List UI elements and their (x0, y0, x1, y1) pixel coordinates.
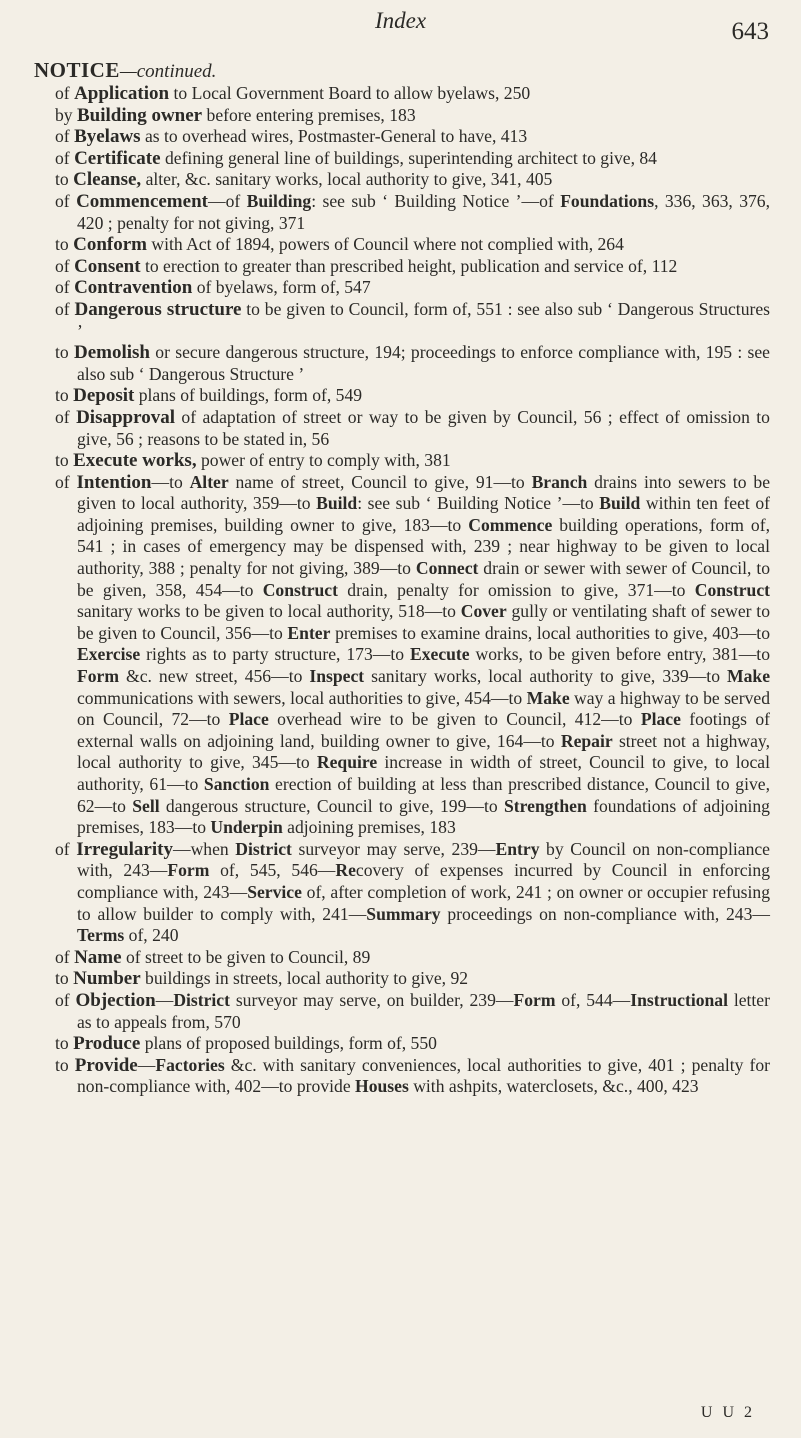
entry-text: dangerous structure, Council to give, 199—to (159, 795, 504, 816)
entry-text: with ashpits, waterclosets, &c., 400, 423 (408, 1076, 699, 1097)
running-head (0, 4, 801, 48)
entry-text: of (55, 989, 76, 1010)
entry-subkeyword: Construct (694, 579, 770, 600)
entry-text: —of (207, 190, 247, 211)
entry-keyword: Deposit (73, 385, 135, 407)
entry-subkeyword: Factories (155, 1054, 225, 1075)
entry-keyword: Irregularity (76, 838, 173, 860)
entry-text: by Council on non-compliance with, 243— (77, 838, 770, 881)
entry-subkeyword: Place (640, 709, 681, 730)
index-entry (55, 277, 770, 299)
entry-text: communications with sewers, local authorities to give, 454—to (77, 687, 527, 708)
index-entry (55, 234, 770, 256)
entry-text: : see sub ‘ Building Notice ’—to (357, 493, 600, 514)
entry-text: works, to be given before entry, 381—to (469, 644, 770, 665)
entry-text: surveyor may serve, 239— (291, 838, 496, 859)
entry-text: of (55, 298, 75, 319)
entry-text: of, 544— (555, 989, 631, 1010)
entry-text: building operations, form of, 541 ; in cases of emergency may be dispensed with, 239 ; near highway to be given to local authority, 388 ; penalty for not giving, 389—to (77, 514, 770, 579)
entry-keyword: Number (73, 968, 141, 990)
section-continuation: —continued. (119, 61, 217, 82)
entry-text: foundations of adjoining premises, 183—to (77, 795, 770, 838)
entry-text: of, after completion of work, 241 ; on owner or occupier refusing to allow builder to comply with, 241— (77, 881, 770, 924)
entry-subkeyword: Foundations (560, 190, 655, 211)
index-entry (55, 990, 770, 1033)
index-entry (55, 342, 770, 385)
entry-text: of adaptation of street or way to be given by Council, 56 ; effect of omission to give, 56 ; reasons to be stated in, 56 (77, 406, 770, 449)
entry-keyword: Objection (75, 989, 156, 1011)
entry-keyword: Application (74, 83, 170, 104)
index-entry (55, 299, 770, 342)
entry-subkeyword: Inspect (309, 666, 365, 687)
entry-subkeyword: Exercise (77, 644, 141, 665)
entry-text: of (55, 255, 75, 276)
entry-subkeyword: Make (526, 687, 570, 708)
entry-text: to (55, 169, 74, 190)
entry-text: defining general line of buildings, superintending architect to give, 84 (160, 147, 657, 168)
entry-subkeyword: Construct (262, 579, 338, 600)
entry-text: : see sub ‘ Building Notice ’—of (311, 190, 561, 211)
entry-text: within ten feet of adjoining premises, building owner to give, 183—to (77, 493, 770, 535)
entry-text: , 336, 363, 376, 420 ; penalty for not giving, 371 (77, 190, 771, 233)
entry-text: to (55, 1033, 74, 1054)
entry-text: to (55, 450, 74, 471)
entry-subkeyword: Branch (531, 471, 588, 492)
entry-subkeyword: District (173, 989, 230, 1010)
entry-text: of (55, 946, 75, 967)
entry-subkeyword: Form (77, 666, 120, 687)
index-entry (55, 1033, 770, 1055)
signature-mark: U U 2 (700, 1404, 755, 1421)
running-title: Index (374, 8, 427, 33)
entry-text: drains into sewers to be given to local authority, 359—to (77, 471, 770, 514)
page-number: 643 (731, 18, 769, 45)
entry-text: of (55, 126, 75, 147)
entry-subkeyword: Sanction (203, 774, 270, 794)
entry-subkeyword: Make (727, 666, 770, 687)
entry-text: name of street, Council to give, 91—to (228, 471, 532, 492)
entry-text: of (55, 277, 75, 298)
entry-text: to be given to Council, form of, 551 : see also sub ‘ Dangerous Structures ’ (77, 298, 771, 341)
entry-text: of, 240 (124, 925, 179, 946)
entry-text: proceedings on non-compliance with, 243— (440, 903, 770, 924)
entry-text: footings of external walls on adjoining land, building owner to give, 164—to (77, 709, 770, 751)
entry-subkeyword: Execute (409, 644, 470, 665)
entry-keyword: Dangerous structure (74, 298, 242, 320)
entry-text: &c. new street, 456—to (119, 666, 310, 687)
entry-subkeyword: Repair (560, 730, 613, 751)
entry-keyword: Certificate (74, 147, 161, 169)
entry-subkeyword: Form (513, 989, 556, 1010)
entry-keyword: Demolish (74, 342, 150, 364)
entry-subkeyword: Place (228, 709, 269, 730)
section-title: NOTICE (34, 58, 120, 82)
entry-subkeyword: Build (599, 493, 641, 514)
entry-keyword: Disapproval (76, 406, 175, 428)
entry-keyword: Contravention (74, 277, 193, 299)
index-entry (55, 1055, 770, 1098)
entry-keyword: Provide (74, 1054, 138, 1076)
entry-text: overhead wire to be given to Council, 412—to (268, 709, 641, 730)
entry-text: before entering premises, 183 (202, 104, 416, 125)
entry-text: street not a highway, local authority to give, 345—to (77, 730, 770, 773)
entry-text: to Local Government Board to allow byelaws, 250 (169, 83, 531, 103)
entry-text: power of entry to comply with, 381 (196, 450, 451, 471)
entry-text: drain, penalty for omission to give, 371—to (337, 579, 695, 600)
index-entry (55, 126, 770, 148)
entry-text: &c. with sanitary conveniences, local authorities to give, 401 ; penalty for non-compliance with, 402—to provide (77, 1054, 770, 1097)
entry-subkeyword: Service (247, 881, 302, 902)
entry-subkeyword: Underpin (210, 817, 283, 838)
entry-text: drain or sewer with sewer of Council, to be given, 358, 454—to (77, 558, 770, 600)
entry-text: premises to examine drains, local authorities to give, 403—to (330, 622, 770, 643)
entry-text: — (155, 989, 174, 1010)
entry-text: buildings in streets, local authority to give, 92 (140, 968, 469, 989)
entry-text: gully or ventilating shaft of sewer to be given to Council, 356—to (77, 601, 770, 643)
entry-text: to (55, 342, 74, 363)
index-entry (55, 105, 770, 127)
entry-text: of (55, 471, 77, 492)
entry-text: rights as to party structure, 173—to (140, 644, 410, 665)
entry-text: — (137, 1054, 156, 1075)
entry-text: by (55, 104, 77, 125)
index-entry (55, 968, 770, 990)
index-entry (55, 407, 770, 450)
index-entry (55, 947, 770, 969)
entry-subkeyword: Enter (287, 622, 331, 643)
entry-keyword: Execute works, (73, 450, 197, 472)
entry-subkeyword: Alter (189, 471, 229, 492)
entry-subkeyword: Instructional (630, 989, 728, 1010)
entry-text: plans of buildings, form of, 549 (134, 385, 363, 406)
entry-text: as to overhead wires, Postmaster-General to have, 413 (140, 126, 528, 147)
index-entry (55, 839, 770, 947)
entry-text: increase in width of street, Council to give, to local authority, 61—to (77, 752, 770, 794)
entry-text: letter as to appeals from, 570 (77, 989, 770, 1032)
index-entries (55, 83, 770, 1098)
entry-text: surveyor may serve, on builder, 239— (229, 989, 514, 1010)
entry-keyword: Cleanse, (73, 169, 142, 191)
index-entry (55, 148, 770, 170)
entry-keyword: Produce (73, 1033, 141, 1055)
entry-subkeyword: Require (316, 752, 378, 773)
index-entry (55, 83, 770, 105)
entry-text: to (55, 968, 74, 989)
entry-text: alter, &c. sanitary works, local authority to give, 341, 405 (141, 169, 553, 190)
entry-subkeyword: Building (246, 190, 312, 211)
entry-text: of, 545, 546— (209, 860, 336, 881)
entry-text: plans of proposed buildings, form of, 550 (140, 1033, 437, 1054)
entry-text: of street to be given to Council, 89 (121, 946, 371, 967)
entry-keyword: Conform (73, 234, 147, 256)
entry-subkeyword: Form (167, 860, 210, 881)
entry-keyword: Byelaws (74, 126, 141, 148)
entry-subkeyword: District (235, 838, 292, 859)
index-entry (55, 191, 770, 234)
entry-subkeyword: Entry (495, 838, 540, 859)
entry-text: or secure dangerous structure, 194; proceedings to enforce compliance with, 195 : see also sub ‘ Dangerous Structure ’ (77, 342, 770, 384)
index-entry (55, 450, 770, 472)
index-entry (55, 472, 770, 839)
entry-text: —to (151, 471, 190, 492)
entry-text: to (55, 234, 74, 255)
entry-keyword: Commencement (76, 190, 208, 212)
entry-text: covery of expenses incurred by Council in enforcing compliance with, 243— (77, 860, 771, 902)
entry-text: to erection to greater than prescribed height, publication and service of, 112 (140, 255, 678, 276)
index-entry (55, 385, 770, 407)
entry-subkeyword: Sell (132, 795, 160, 816)
index-entry (55, 256, 770, 278)
entry-subkeyword: Summary (366, 903, 441, 924)
entry-text: to (55, 1054, 75, 1075)
entry-keyword: Building owner (77, 104, 203, 126)
entry-text: —when (172, 838, 236, 859)
entry-text: sanitary works to be given to local authority, 518—to (77, 601, 461, 622)
entry-text: of byelaws, form of, 547 (192, 277, 371, 298)
entry-subkeyword: Cover (460, 601, 507, 622)
section-heading (34, 58, 216, 83)
entry-keyword: Consent (74, 255, 141, 277)
entry-subkeyword: Commence (468, 514, 553, 535)
entry-text: of (55, 838, 77, 859)
entry-text: with Act of 1894, powers of Council where not complied with, 264 (146, 234, 624, 255)
entry-text: of (55, 406, 77, 427)
entry-text: to (55, 385, 74, 406)
entry-text: of (55, 190, 77, 211)
entry-subkeyword: Terms (77, 925, 125, 946)
entry-subkeyword: Build (316, 493, 358, 514)
entry-keyword: Intention (76, 471, 152, 493)
entry-keyword: Name (74, 946, 122, 968)
entry-subkeyword: Strengthen (504, 795, 587, 816)
entry-text: of (55, 83, 75, 103)
entry-text: erection of building at less than prescribed distance, Council to give, 62—to (77, 774, 770, 816)
entry-text: sanitary works, local authority to give, 339—to (364, 666, 727, 687)
index-entry (55, 169, 770, 191)
entry-subkeyword: Connect (415, 558, 479, 579)
entry-subkeyword: Houses (355, 1076, 409, 1097)
entry-text: of (55, 147, 75, 168)
entry-text: adjoining premises, 183 (282, 817, 456, 838)
entry-text: way a highway to be served on Council, 72—to (77, 687, 770, 730)
entry-subkeyword: Re (335, 860, 356, 881)
